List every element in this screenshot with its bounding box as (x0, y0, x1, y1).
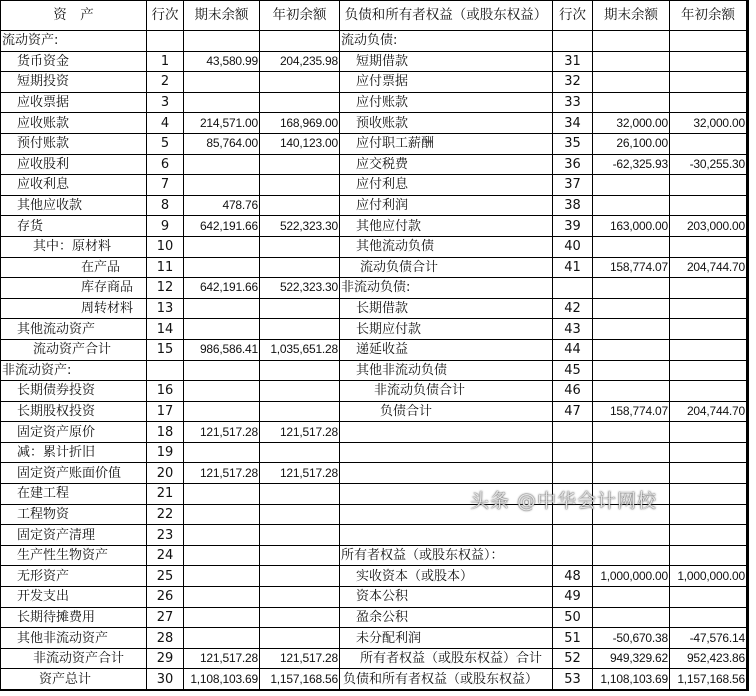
liability-label-cell[interactable]: 流动负债合计 (340, 257, 553, 278)
table-row (1, 72, 748, 93)
liability-begin-balance-cell[interactable] (670, 525, 748, 546)
liability-end-balance-cell[interactable] (593, 92, 670, 113)
liability-label-cell[interactable]: 其他流动负债 (340, 236, 553, 257)
asset-begin-balance-cell[interactable]: 1,157,168.56 (260, 669, 340, 690)
asset-label-cell[interactable]: 在产品 (1, 257, 147, 278)
liability-line-no-cell[interactable] (553, 278, 593, 299)
asset-label-cell[interactable]: 库存商品 (1, 278, 147, 299)
asset-end-balance-cell[interactable] (184, 154, 260, 175)
asset-end-balance-cell[interactable] (184, 31, 260, 52)
liability-begin-balance-cell[interactable]: 204,744.70 (670, 257, 748, 278)
table-row (1, 113, 748, 134)
liability-begin-balance-cell[interactable] (670, 133, 748, 154)
liability-label-cell[interactable]: 未分配利润 (340, 628, 553, 649)
asset-begin-balance-cell[interactable] (260, 360, 340, 381)
asset-line-no-cell[interactable]: 4 (147, 113, 184, 134)
table-row (1, 401, 748, 422)
liability-begin-balance-cell[interactable] (670, 278, 748, 299)
asset-begin-balance-cell[interactable] (260, 442, 340, 463)
table-row (1, 216, 748, 237)
asset-label-cell[interactable]: 固定资产原价 (1, 422, 147, 443)
table-row (1, 463, 748, 484)
liability-end-balance-cell[interactable]: 32,000.00 (593, 113, 670, 134)
liability-begin-balance-cell[interactable]: -30,255.30 (670, 154, 748, 175)
liability-end-balance-cell[interactable] (593, 195, 670, 216)
liability-label-cell[interactable]: 非流动负债: (340, 278, 553, 299)
liability-line-no-cell[interactable]: 44 (553, 339, 593, 360)
liability-line-no-cell[interactable] (553, 422, 593, 443)
liability-line-no-cell[interactable]: 50 (553, 607, 593, 628)
liability-end-balance-cell[interactable]: 949,329.62 (593, 648, 670, 669)
liability-label-cell[interactable]: 负债合计 (340, 401, 553, 422)
asset-label-cell[interactable]: 非流动资产合计 (1, 648, 147, 669)
liability-label-cell[interactable]: 负债和所有者权益（或股东权益） (340, 669, 553, 690)
liability-line-no-cell[interactable]: 40 (553, 236, 593, 257)
asset-line-no-cell[interactable]: 28 (147, 628, 184, 649)
liability-begin-balance-cell[interactable] (670, 442, 748, 463)
liability-label-cell[interactable]: 所有者权益（或股东权益）： (340, 545, 553, 566)
liability-begin-balance-cell[interactable]: 1,000,000.00 (670, 566, 748, 587)
liability-begin-balance-cell[interactable] (670, 175, 748, 196)
asset-begin-balance-cell[interactable]: 522,323.30 (260, 278, 340, 299)
liability-begin-balance-cell[interactable] (670, 360, 748, 381)
liability-line-no-cell[interactable]: 39 (553, 216, 593, 237)
asset-begin-balance-cell[interactable] (260, 175, 340, 196)
liability-label-cell[interactable]: 应付票据 (340, 72, 553, 93)
asset-begin-balance-cell[interactable]: 204,235.98 (260, 51, 340, 72)
asset-line-no-cell[interactable]: 8 (147, 195, 184, 216)
liability-label-cell[interactable]: 实收资本（或股本） (340, 566, 553, 587)
asset-line-no-cell[interactable]: 16 (147, 381, 184, 402)
table-row (1, 545, 748, 566)
asset-line-no-cell[interactable]: 19 (147, 442, 184, 463)
header-line-2[interactable]: 行次 (553, 1, 593, 31)
liability-end-balance-cell[interactable]: 1,000,000.00 (593, 566, 670, 587)
liability-begin-balance-cell[interactable] (670, 236, 748, 257)
asset-end-balance-cell[interactable] (184, 236, 260, 257)
asset-end-balance-cell[interactable]: 121,517.28 (184, 422, 260, 443)
watermark: 头条 @中华会计网校 (470, 490, 658, 512)
asset-end-balance-cell[interactable]: 1,108,103.69 (184, 669, 260, 690)
asset-end-balance-cell[interactable]: 642,191.66 (184, 278, 260, 299)
asset-line-no-cell[interactable]: 23 (147, 525, 184, 546)
asset-line-no-cell[interactable]: 6 (147, 154, 184, 175)
liability-label-cell[interactable]: 应付职工薪酬 (340, 133, 553, 154)
liability-line-no-cell[interactable] (553, 545, 593, 566)
liability-begin-balance-cell[interactable]: 204,744.70 (670, 401, 748, 422)
liability-line-no-cell[interactable]: 51 (553, 628, 593, 649)
asset-line-no-cell[interactable]: 5 (147, 133, 184, 154)
liability-label-cell[interactable]: 应付利息 (340, 175, 553, 196)
asset-end-balance-cell[interactable] (184, 72, 260, 93)
asset-line-no-cell[interactable]: 27 (147, 607, 184, 628)
liability-end-balance-cell[interactable] (593, 545, 670, 566)
liability-line-no-cell[interactable]: 37 (553, 175, 593, 196)
liability-line-no-cell[interactable]: 43 (553, 319, 593, 340)
liability-line-no-cell[interactable]: 32 (553, 72, 593, 93)
asset-end-balance-cell[interactable] (184, 360, 260, 381)
liability-begin-balance-cell[interactable] (670, 31, 748, 52)
asset-line-no-cell[interactable]: 24 (147, 545, 184, 566)
table-row (1, 257, 748, 278)
liability-begin-balance-cell[interactable] (670, 545, 748, 566)
asset-line-no-cell[interactable] (147, 360, 184, 381)
asset-label-cell[interactable]: 资产总计 (1, 669, 147, 690)
liability-begin-balance-cell[interactable] (670, 484, 748, 505)
liability-begin-balance-cell[interactable] (670, 504, 748, 525)
asset-end-balance-cell[interactable] (184, 566, 260, 587)
asset-label-cell[interactable]: 预付账款 (1, 133, 147, 154)
asset-begin-balance-cell[interactable] (260, 628, 340, 649)
asset-label-cell[interactable]: 流动资产合计 (1, 339, 147, 360)
table-row (1, 298, 748, 319)
asset-label-cell[interactable]: 无形资产 (1, 566, 147, 587)
asset-label-cell[interactable]: 应收股利 (1, 154, 147, 175)
asset-begin-balance-cell[interactable] (260, 72, 340, 93)
asset-end-balance-cell[interactable] (184, 442, 260, 463)
liability-label-cell[interactable]: 长期借款 (340, 298, 553, 319)
asset-line-no-cell[interactable] (147, 31, 184, 52)
table-row (1, 442, 748, 463)
liability-begin-balance-cell[interactable] (670, 339, 748, 360)
liability-line-no-cell[interactable] (553, 31, 593, 52)
asset-end-balance-cell[interactable] (184, 92, 260, 113)
asset-end-balance-cell[interactable] (184, 504, 260, 525)
liability-begin-balance-cell[interactable] (670, 463, 748, 484)
header-assets[interactable]: 资 产 (1, 1, 147, 31)
liability-label-cell[interactable]: 短期借款 (340, 51, 553, 72)
asset-line-no-cell[interactable]: 3 (147, 92, 184, 113)
liability-label-cell[interactable]: 长期应付款 (340, 319, 553, 340)
asset-line-no-cell[interactable]: 11 (147, 257, 184, 278)
liability-end-balance-cell[interactable] (593, 51, 670, 72)
table-row (1, 422, 748, 443)
asset-line-no-cell[interactable]: 15 (147, 339, 184, 360)
asset-end-balance-cell[interactable]: 986,586.41 (184, 339, 260, 360)
asset-begin-balance-cell[interactable] (260, 298, 340, 319)
asset-begin-balance-cell[interactable] (260, 484, 340, 505)
liability-line-no-cell[interactable]: 46 (553, 381, 593, 402)
asset-end-balance-cell[interactable] (184, 175, 260, 196)
asset-begin-balance-cell[interactable] (260, 587, 340, 608)
table-row (1, 195, 748, 216)
asset-label-cell[interactable]: 应收票据 (1, 92, 147, 113)
table-row (1, 587, 748, 608)
asset-line-no-cell[interactable]: 14 (147, 319, 184, 340)
liability-label-cell[interactable] (340, 463, 553, 484)
header-end-balance-2[interactable]: 期末余额 (593, 1, 670, 31)
asset-end-balance-cell[interactable]: 478.76 (184, 195, 260, 216)
liability-line-no-cell[interactable]: 41 (553, 257, 593, 278)
asset-label-cell[interactable]: 应收利息 (1, 175, 147, 196)
liability-end-balance-cell[interactable] (593, 525, 670, 546)
liability-begin-balance-cell[interactable] (670, 319, 748, 340)
table-row (1, 628, 748, 649)
asset-end-balance-cell[interactable] (184, 525, 260, 546)
asset-begin-balance-cell[interactable]: 121,517.28 (260, 463, 340, 484)
liability-end-balance-cell[interactable] (593, 236, 670, 257)
asset-begin-balance-cell[interactable] (260, 566, 340, 587)
asset-line-no-cell[interactable]: 7 (147, 175, 184, 196)
liability-end-balance-cell[interactable]: 158,774.07 (593, 401, 670, 422)
asset-label-cell[interactable]: 长期待摊费用 (1, 607, 147, 628)
asset-label-cell[interactable]: 其他应收款 (1, 195, 147, 216)
asset-begin-balance-cell[interactable]: 121,517.28 (260, 422, 340, 443)
asset-label-cell[interactable]: 周转材料 (1, 298, 147, 319)
liability-begin-balance-cell[interactable] (670, 298, 748, 319)
liability-end-balance-cell[interactable]: -50,670.38 (593, 628, 670, 649)
liability-end-balance-cell[interactable] (593, 72, 670, 93)
asset-label-cell[interactable]: 固定资产账面价值 (1, 463, 147, 484)
asset-end-balance-cell[interactable] (184, 607, 260, 628)
liability-end-balance-cell[interactable] (593, 360, 670, 381)
asset-end-balance-cell[interactable] (184, 587, 260, 608)
asset-label-cell[interactable]: 其他流动资产 (1, 319, 147, 340)
liability-label-cell[interactable]: 流动负债: (340, 31, 553, 52)
liability-label-cell[interactable]: 应付利润 (340, 195, 553, 216)
asset-label-cell[interactable]: 应收账款 (1, 113, 147, 134)
liability-begin-balance-cell[interactable]: 952,423.86 (670, 648, 748, 669)
asset-line-no-cell[interactable]: 2 (147, 72, 184, 93)
asset-label-cell[interactable]: 减：累计折旧 (1, 442, 147, 463)
liability-line-no-cell[interactable]: 36 (553, 154, 593, 175)
liability-line-no-cell[interactable]: 31 (553, 51, 593, 72)
header-begin-balance[interactable]: 年初余额 (260, 1, 340, 31)
liability-begin-balance-cell[interactable]: 1,157,168.56 (670, 669, 748, 690)
asset-begin-balance-cell[interactable] (260, 319, 340, 340)
liability-label-cell[interactable]: 应交税费 (340, 154, 553, 175)
liability-begin-balance-cell[interactable] (670, 587, 748, 608)
table-row (1, 31, 748, 52)
asset-line-no-cell[interactable]: 18 (147, 422, 184, 443)
liability-begin-balance-cell[interactable]: 203,000.00 (670, 216, 748, 237)
table-row (1, 175, 748, 196)
liability-end-balance-cell[interactable] (593, 339, 670, 360)
table-row (1, 236, 748, 257)
asset-begin-balance-cell[interactable] (260, 381, 340, 402)
table-row (1, 360, 748, 381)
asset-end-balance-cell[interactable] (184, 401, 260, 422)
table-row (1, 51, 748, 72)
liability-end-balance-cell[interactable] (593, 607, 670, 628)
asset-label-cell[interactable]: 其中：原材料 (1, 236, 147, 257)
liability-begin-balance-cell[interactable] (670, 72, 748, 93)
liability-begin-balance-cell[interactable]: -47,576.14 (670, 628, 748, 649)
liability-line-no-cell[interactable]: 35 (553, 133, 593, 154)
asset-end-balance-cell[interactable]: 214,571.00 (184, 113, 260, 134)
liability-label-cell[interactable]: 非流动负债合计 (340, 381, 553, 402)
liability-line-no-cell[interactable]: 48 (553, 566, 593, 587)
liability-end-balance-cell[interactable] (593, 175, 670, 196)
asset-begin-balance-cell[interactable] (260, 504, 340, 525)
liability-line-no-cell[interactable]: 49 (553, 587, 593, 608)
asset-end-balance-cell[interactable]: 43,580.99 (184, 51, 260, 72)
liability-line-no-cell[interactable] (553, 442, 593, 463)
asset-end-balance-cell[interactable] (184, 545, 260, 566)
asset-line-no-cell[interactable]: 21 (147, 484, 184, 505)
liability-label-cell[interactable]: 其他应付款 (340, 216, 553, 237)
liability-end-balance-cell[interactable] (593, 298, 670, 319)
asset-end-balance-cell[interactable] (184, 628, 260, 649)
liability-label-cell[interactable]: 应付账款 (340, 92, 553, 113)
liability-label-cell[interactable]: 预收账款 (340, 113, 553, 134)
asset-label-cell[interactable]: 流动资产: (1, 31, 147, 52)
liability-line-no-cell[interactable]: 53 (553, 669, 593, 690)
liability-end-balance-cell[interactable] (593, 31, 670, 52)
table-row (1, 669, 748, 690)
asset-begin-balance-cell[interactable] (260, 154, 340, 175)
table-row (1, 381, 748, 402)
asset-end-balance-cell[interactable] (184, 319, 260, 340)
liability-end-balance-cell[interactable]: -62,325.93 (593, 154, 670, 175)
liability-line-no-cell[interactable]: 45 (553, 360, 593, 381)
table-row (1, 525, 748, 546)
header-row (1, 1, 748, 31)
liability-begin-balance-cell[interactable] (670, 381, 748, 402)
liability-end-balance-cell[interactable]: 158,774.07 (593, 257, 670, 278)
asset-begin-balance-cell[interactable] (260, 401, 340, 422)
liability-label-cell[interactable]: 盈余公积 (340, 607, 553, 628)
asset-begin-balance-cell[interactable] (260, 607, 340, 628)
asset-line-no-cell[interactable]: 26 (147, 587, 184, 608)
header-line[interactable]: 行次 (147, 1, 184, 31)
header-end-balance[interactable]: 期末余额 (184, 1, 260, 31)
liability-begin-balance-cell[interactable] (670, 607, 748, 628)
liability-line-no-cell[interactable]: 38 (553, 195, 593, 216)
asset-begin-balance-cell[interactable] (260, 525, 340, 546)
liability-end-balance-cell[interactable]: 163,000.00 (593, 216, 670, 237)
liability-end-balance-cell[interactable] (593, 463, 670, 484)
table-row (1, 319, 748, 340)
asset-label-cell[interactable]: 固定资产清理 (1, 525, 147, 546)
liability-end-balance-cell[interactable]: 1,108,103.69 (593, 669, 670, 690)
asset-line-no-cell[interactable]: 13 (147, 298, 184, 319)
asset-end-balance-cell[interactable]: 642,191.66 (184, 216, 260, 237)
table-row (1, 133, 748, 154)
liability-label-cell[interactable]: 递延收益 (340, 339, 553, 360)
liability-label-cell[interactable] (340, 525, 553, 546)
asset-label-cell[interactable]: 开发支出 (1, 587, 147, 608)
liability-end-balance-cell[interactable] (593, 278, 670, 299)
asset-end-balance-cell[interactable]: 121,517.28 (184, 463, 260, 484)
asset-line-no-cell[interactable]: 1 (147, 51, 184, 72)
asset-end-balance-cell[interactable] (184, 484, 260, 505)
liability-label-cell[interactable] (340, 442, 553, 463)
asset-end-balance-cell[interactable] (184, 381, 260, 402)
asset-begin-balance-cell[interactable]: 168,969.00 (260, 113, 340, 134)
liability-begin-balance-cell[interactable]: 32,000.00 (670, 113, 748, 134)
asset-label-cell[interactable]: 货币资金 (1, 51, 147, 72)
asset-label-cell[interactable]: 工程物资 (1, 504, 147, 525)
liability-end-balance-cell[interactable] (593, 422, 670, 443)
liability-line-no-cell[interactable]: 52 (553, 648, 593, 669)
header-begin-balance-2[interactable]: 年初余额 (670, 1, 748, 31)
liability-line-no-cell[interactable]: 42 (553, 298, 593, 319)
liability-label-cell[interactable]: 资本公积 (340, 587, 553, 608)
liability-line-no-cell[interactable]: 33 (553, 92, 593, 113)
asset-begin-balance-cell[interactable]: 522,323.30 (260, 216, 340, 237)
asset-line-no-cell[interactable]: 12 (147, 278, 184, 299)
liability-begin-balance-cell[interactable] (670, 422, 748, 443)
liability-line-no-cell[interactable] (553, 525, 593, 546)
asset-end-balance-cell[interactable] (184, 257, 260, 278)
liability-line-no-cell[interactable]: 34 (553, 113, 593, 134)
liability-label-cell[interactable] (340, 422, 553, 443)
liability-label-cell[interactable]: 所有者权益（或股东权益）合计 (340, 648, 553, 669)
asset-label-cell[interactable]: 短期投资 (1, 72, 147, 93)
table-row (1, 154, 748, 175)
asset-line-no-cell[interactable]: 20 (147, 463, 184, 484)
asset-begin-balance-cell[interactable] (260, 31, 340, 52)
liability-end-balance-cell[interactable] (593, 442, 670, 463)
asset-line-no-cell[interactable]: 22 (147, 504, 184, 525)
liability-line-no-cell[interactable]: 47 (553, 401, 593, 422)
asset-label-cell[interactable]: 长期股权投资 (1, 401, 147, 422)
asset-begin-balance-cell[interactable]: 140,123.00 (260, 133, 340, 154)
asset-begin-balance-cell[interactable] (260, 257, 340, 278)
liability-begin-balance-cell[interactable] (670, 195, 748, 216)
asset-label-cell[interactable]: 在建工程 (1, 484, 147, 505)
asset-end-balance-cell[interactable]: 85,764.00 (184, 133, 260, 154)
asset-line-no-cell[interactable]: 10 (147, 236, 184, 257)
asset-begin-balance-cell[interactable] (260, 236, 340, 257)
table-row (1, 607, 748, 628)
asset-begin-balance-cell[interactable]: 1,035,651.28 (260, 339, 340, 360)
liability-end-balance-cell[interactable] (593, 319, 670, 340)
liability-line-no-cell[interactable] (553, 463, 593, 484)
asset-label-cell[interactable]: 长期债券投资 (1, 381, 147, 402)
asset-begin-balance-cell[interactable] (260, 195, 340, 216)
asset-label-cell[interactable]: 生产性生物资产 (1, 545, 147, 566)
table-row (1, 648, 748, 669)
table-row (1, 566, 748, 587)
asset-line-no-cell[interactable]: 17 (147, 401, 184, 422)
liability-end-balance-cell[interactable] (593, 587, 670, 608)
table-row (1, 92, 748, 113)
liability-end-balance-cell[interactable]: 26,100.00 (593, 133, 670, 154)
asset-line-no-cell[interactable]: 29 (147, 648, 184, 669)
header-liabilities[interactable]: 负债和所有者权益（或股东权益） (340, 1, 553, 31)
table-row (1, 278, 748, 299)
liability-begin-balance-cell[interactable] (670, 92, 748, 113)
asset-end-balance-cell[interactable]: 121,517.28 (184, 648, 260, 669)
asset-end-balance-cell[interactable] (184, 298, 260, 319)
liability-begin-balance-cell[interactable] (670, 51, 748, 72)
asset-begin-balance-cell[interactable]: 121,517.28 (260, 648, 340, 669)
asset-label-cell[interactable]: 非流动资产: (1, 360, 147, 381)
liability-label-cell[interactable]: 其他非流动负债 (340, 360, 553, 381)
asset-label-cell[interactable]: 其他非流动资产 (1, 628, 147, 649)
asset-label-cell[interactable]: 存货 (1, 216, 147, 237)
asset-line-no-cell[interactable]: 30 (147, 669, 184, 690)
liability-end-balance-cell[interactable] (593, 381, 670, 402)
table-row (1, 339, 748, 360)
asset-begin-balance-cell[interactable] (260, 545, 340, 566)
asset-line-no-cell[interactable]: 9 (147, 216, 184, 237)
asset-line-no-cell[interactable]: 25 (147, 566, 184, 587)
asset-begin-balance-cell[interactable] (260, 92, 340, 113)
